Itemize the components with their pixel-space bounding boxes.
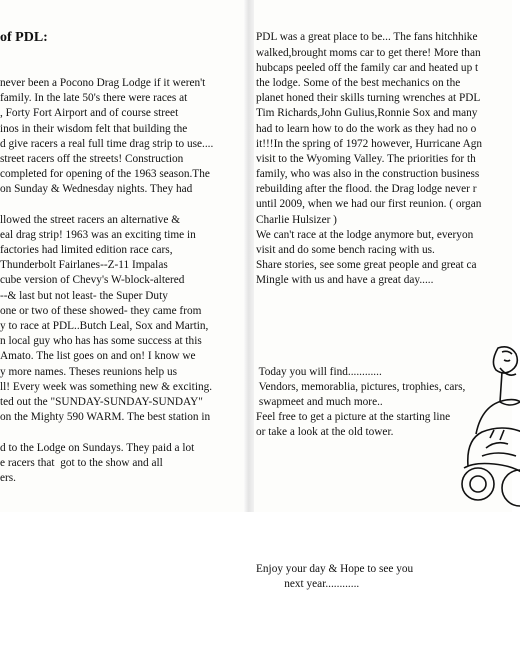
text-line — [0, 425, 242, 440]
page-fold — [244, 0, 254, 512]
text-line: walked,brought moms car to get there! More than — [256, 46, 481, 59]
text-line: Share stories, see some great people and great ca — [256, 259, 477, 272]
text-line: planet honed their skills turning wrenches at PDL — [256, 92, 481, 105]
cartoon-hot-rod-icon — [458, 338, 520, 508]
left-column — [0, 0, 242, 512]
text-line: one or two of these showed- they came from — [0, 304, 202, 317]
text-line: family, who was also in the construction business — [256, 168, 480, 181]
right-paragraph-closing — [256, 562, 512, 592]
text-line: until 2009, when we had our first reunion. ( organ — [256, 198, 482, 211]
text-line: factories had limited edition race cars, — [0, 244, 173, 257]
text-line: on Sunday & Wednesday nights. They had — [0, 183, 193, 196]
text-line: Feel free to get a picture at the starting line — [256, 411, 451, 424]
text-line: rebuilding after the flood. the Drag lodge never r — [256, 183, 477, 196]
spacer — [256, 319, 512, 334]
section-title: of PDL: — [0, 30, 48, 46]
text-line: ted out the "SUNDAY-SUNDAY-SUNDAY" — [0, 395, 203, 408]
text-line: inos in their wisdom felt that building the — [0, 122, 188, 135]
text-line: street racers off the streets! Construction — [0, 152, 184, 165]
text-line: PDL was a great place to be... The fans hitchhike — [256, 31, 478, 44]
text-line: eal drag strip! 1963 was an exciting time in — [0, 228, 196, 241]
text-line: e racers that got to the show and all — [0, 456, 163, 469]
text-line: --& last but not least- the Super Duty — [0, 289, 168, 302]
text-line: ers. — [0, 471, 16, 484]
text-line: it!!!In the spring of 1972 however, Hurricane Agn — [256, 137, 483, 150]
text-line: , Forty Fort Airport and of course street — [0, 107, 179, 120]
right-column — [256, 0, 512, 591]
text-line — [0, 198, 242, 213]
text-line: Vendors, memorablia, pictures, trophies, cars, — [256, 380, 466, 393]
text-line: on the Mighty 590 WARM. The best station in — [0, 411, 211, 424]
text-line: the lodge. Some of the best mechanics on the — [256, 76, 461, 89]
text-line: y more names. Theses reunions help us — [0, 365, 178, 378]
text-line: visit and do some bench racing with us. — [256, 244, 435, 257]
text-line: n local guy who has has some success at this — [0, 335, 202, 348]
text-line: Mingle with us and have a great day..... — [256, 274, 434, 287]
text-line: Tim Richards,John Gulius,Ronnie Sox and many — [256, 107, 478, 120]
text-line: visit to the Wyoming Valley. The priorities for th — [256, 152, 476, 165]
text-line: Enjoy your day & Hope to see you — [256, 563, 414, 576]
text-line: next year............ — [256, 578, 360, 591]
text-line: hubcaps peeled off the family car and heated up t — [256, 61, 479, 74]
spacer — [256, 517, 512, 532]
text-line: or take a look at the old tower. — [256, 426, 394, 439]
text-line: Today you will find............ — [256, 365, 382, 378]
text-line: completed for opening of the 1963 season.The — [0, 168, 210, 181]
text-line: d to the Lodge on Sundays. They paid a lot — [0, 441, 195, 454]
text-line: Charlie Hulsizer ) — [256, 213, 337, 226]
text-line: ll! Every week was something new & exciting. — [0, 380, 213, 393]
right-paragraph-history — [256, 30, 512, 288]
text-line: d give racers a real full time drag strip to use.... — [0, 137, 214, 150]
text-line: family. In the late 50's there were races at — [0, 92, 188, 105]
text-line: llowed the street racers an alternative & — [0, 213, 181, 226]
left-text-lines — [0, 76, 242, 486]
text-line: cube version of Chevy's W-block-altered — [0, 274, 185, 287]
text-line: swapmeet and much more.. — [256, 395, 383, 408]
text-line: never been a Pocono Drag Lodge if it weren't — [0, 77, 206, 89]
text-line: Thunderbolt Fairlanes--Z-11 Impalas — [0, 259, 168, 272]
text-line: had to learn how to do the work as they had no o — [256, 122, 477, 135]
text-line: y to race at PDL..Butch Leal, Sox and Martin, — [0, 320, 209, 332]
text-line: We can't race at the lodge anymore but, everyon — [256, 228, 474, 241]
text-line: Amato. The list goes on and on! I know we — [0, 350, 196, 363]
